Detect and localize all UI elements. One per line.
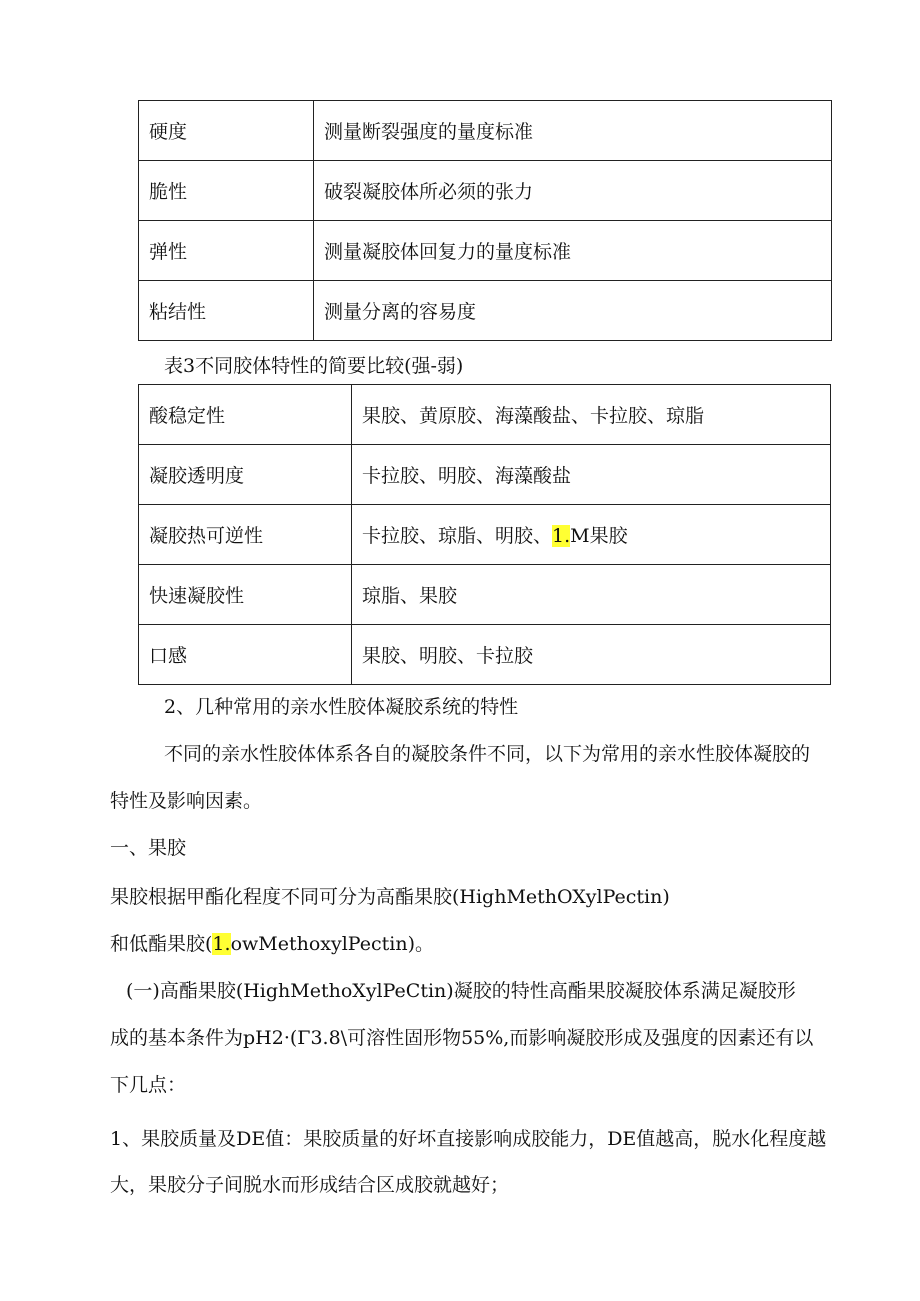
- section-title: 2、几种常用的亲水性胶体凝胶系统的特性: [164, 696, 519, 718]
- property-cell: 口感: [139, 625, 352, 685]
- property-cell: 硬度: [139, 101, 314, 161]
- table-row: [139, 625, 831, 685]
- table-row: [139, 161, 832, 221]
- table-row: [139, 565, 831, 625]
- highlighted-text: 1.: [212, 933, 231, 955]
- ranking-cell: 卡拉胶、明胶、海藻酸盐: [352, 445, 831, 505]
- ranking-cell: [352, 505, 831, 565]
- section-heading: 一、果胶: [110, 837, 187, 859]
- property-cell: 酸稳定性: [139, 385, 352, 445]
- table-row: [139, 445, 831, 505]
- description-cell: 破裂凝胶体所必须的张力: [314, 161, 832, 221]
- table-row: [139, 505, 831, 565]
- ranking-cell: 果胶、黄原胶、海藻酸盐、卡拉胶、琼脂: [352, 385, 831, 445]
- property-cell: 粘结性: [139, 281, 314, 341]
- paragraph-line: (一)高酯果胶(HighMethoXylPeCtin)凝胶的特性高酯果胶凝胶体系满足凝胶形: [126, 980, 796, 1002]
- paragraph-line: 大，果胶分子间脱水而形成结合区成胶就越好；: [110, 1174, 510, 1196]
- highlighted-text: 1.: [552, 525, 571, 547]
- description-cell: 测量分离的容易度: [314, 281, 832, 341]
- description-cell: 测量凝胶体回复力的量度标准: [314, 221, 832, 281]
- ranking-cell: 果胶、明胶、卡拉胶: [352, 625, 831, 685]
- gel-property-definition-table: [138, 100, 832, 341]
- table-row: [139, 221, 832, 281]
- paragraph-text: 和低酯果胶(: [110, 933, 213, 955]
- paragraph-line: [110, 929, 434, 956]
- table-caption: 表3不同胶体特性的简要比较(强-弱): [164, 355, 464, 377]
- ranking-text: 卡拉胶、琼脂、明胶、: [362, 525, 553, 547]
- property-cell: 脆性: [139, 161, 314, 221]
- paragraph-line: 1、果胶质量及DE值：果胶质量的好坏直接影响成胶能力，DE值越高，脱水化程度越: [110, 1128, 827, 1150]
- paragraph-line: 不同的亲水性胶体体系各自的凝胶条件不同，以下为常用的亲水性胶体凝胶的: [164, 743, 811, 765]
- property-cell: 凝胶热可逆性: [139, 505, 352, 565]
- ranking-cell: 琼脂、果胶: [352, 565, 831, 625]
- paragraph-line: 下几点：: [110, 1074, 187, 1096]
- ranking-text: M果胶: [570, 525, 628, 547]
- paragraph-line: 特性及影响因素。: [110, 790, 263, 812]
- paragraph-text: owMethoxylPectin)。: [230, 933, 434, 955]
- property-cell: 凝胶透明度: [139, 445, 352, 505]
- table-row: [139, 101, 832, 161]
- paragraph-line: 成的基本条件为pH2·(Γ3.8\可溶性固形物55%,而影响凝胶形成及强度的因素还有以: [110, 1027, 814, 1049]
- table-row: [139, 385, 831, 445]
- description-cell: 测量断裂强度的量度标准: [314, 101, 832, 161]
- table-row: [139, 281, 832, 341]
- property-cell: 弹性: [139, 221, 314, 281]
- property-cell: 快速凝胶性: [139, 565, 352, 625]
- colloid-comparison-table: [138, 384, 831, 685]
- paragraph-line: 果胶根据甲酯化程度不同可分为高酯果胶(HighMethOXylPectin): [110, 886, 670, 908]
